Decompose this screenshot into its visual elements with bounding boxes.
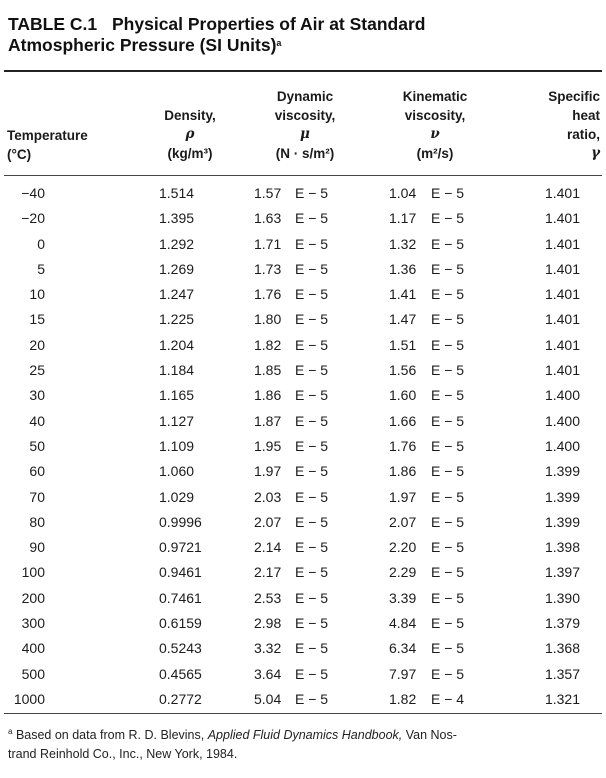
cell-kinematic-mantissa: 3.39 <box>389 589 417 606</box>
cell-specific-heat-ratio: 1.399 <box>544 488 580 505</box>
cell-kinematic-exponent: E − 5 <box>431 615 465 632</box>
cell-temperature: 5 <box>37 260 45 277</box>
cell-density: 1.225 <box>159 311 195 328</box>
table-row <box>0 434 606 459</box>
cell-temperature: 300 <box>21 615 45 632</box>
cell-dynamic-exponent: E − 5 <box>295 463 329 480</box>
cell-kinematic-mantissa: 1.60 <box>389 387 417 404</box>
cell-density: 1.269 <box>159 260 195 277</box>
cell-dynamic-exponent: E − 5 <box>295 513 329 530</box>
cell-dynamic-exponent: E − 5 <box>295 488 329 505</box>
cell-temperature: 500 <box>21 665 45 682</box>
header-dynamic-line-2: viscosity, <box>274 108 336 123</box>
cell-kinematic-mantissa: 1.47 <box>389 311 417 328</box>
cell-specific-heat-ratio: 1.401 <box>544 210 580 227</box>
cell-dynamic-mantissa: 5.04 <box>254 690 282 707</box>
cell-dynamic-mantissa: 2.07 <box>254 513 282 530</box>
cell-temperature: 15 <box>29 311 45 328</box>
cell-density: 1.184 <box>159 362 195 379</box>
cell-dynamic-exponent: E − 5 <box>295 235 329 252</box>
cell-temperature: 50 <box>29 437 45 454</box>
cell-kinematic-mantissa: 2.20 <box>389 539 417 556</box>
header-specific-line-2: heat <box>572 108 600 123</box>
cell-specific-heat-ratio: 1.397 <box>544 564 580 581</box>
cell-specific-heat-ratio: 1.399 <box>544 463 580 480</box>
cell-temperature: 100 <box>21 564 45 581</box>
cell-kinematic-mantissa: 6.34 <box>389 640 417 657</box>
cell-density: 1.029 <box>159 488 195 505</box>
cell-dynamic-exponent: E − 5 <box>295 437 329 454</box>
header-temperature <box>7 126 88 164</box>
cell-dynamic-exponent: E − 5 <box>295 311 329 328</box>
cell-kinematic-mantissa: 2.07 <box>389 513 417 530</box>
header-kinematic-viscosity <box>380 87 490 163</box>
cell-density: 1.204 <box>159 336 195 353</box>
cell-dynamic-mantissa: 1.73 <box>254 260 282 277</box>
cell-kinematic-exponent: E − 5 <box>431 513 465 530</box>
header-kinematic-symbol: ν <box>430 126 440 142</box>
cell-specific-heat-ratio: 1.400 <box>544 387 580 404</box>
cell-kinematic-mantissa: 1.66 <box>389 412 417 429</box>
table-row <box>0 636 606 661</box>
cell-kinematic-exponent: E − 5 <box>431 564 465 581</box>
cell-kinematic-exponent: E − 4 <box>431 690 465 707</box>
table-row <box>0 358 606 383</box>
cell-specific-heat-ratio: 1.379 <box>544 615 580 632</box>
cell-temperature: 400 <box>21 640 45 657</box>
cell-kinematic-exponent: E − 5 <box>431 311 465 328</box>
cell-kinematic-mantissa: 1.41 <box>389 286 417 303</box>
cell-temperature: −20 <box>21 210 45 227</box>
cell-dynamic-exponent: E − 5 <box>295 260 329 277</box>
cell-specific-heat-ratio: 1.368 <box>544 640 580 657</box>
cell-temperature: 80 <box>29 513 45 530</box>
cell-kinematic-exponent: E − 5 <box>431 589 465 606</box>
table-row <box>0 485 606 510</box>
cell-kinematic-mantissa: 1.82 <box>389 690 417 707</box>
cell-dynamic-mantissa: 2.98 <box>254 615 282 632</box>
cell-kinematic-mantissa: 2.29 <box>389 564 417 581</box>
cell-kinematic-mantissa: 1.51 <box>389 336 417 353</box>
cell-dynamic-exponent: E − 5 <box>295 564 329 581</box>
cell-kinematic-exponent: E − 5 <box>431 185 465 201</box>
cell-dynamic-mantissa: 2.03 <box>254 488 282 505</box>
footnote-marker: a <box>8 727 13 736</box>
cell-density: 1.514 <box>159 185 195 201</box>
table-row <box>0 560 606 585</box>
header-specific-line-1: Specific <box>548 89 600 104</box>
cell-kinematic-mantissa: 1.17 <box>389 210 417 227</box>
cell-kinematic-exponent: E − 5 <box>431 387 465 404</box>
cell-specific-heat-ratio: 1.401 <box>544 235 580 252</box>
cell-kinematic-exponent: E − 5 <box>431 260 465 277</box>
cell-density: 0.2772 <box>159 690 202 707</box>
table-row <box>0 611 606 636</box>
cell-kinematic-exponent: E − 5 <box>431 210 465 227</box>
cell-dynamic-exponent: E − 5 <box>295 336 329 353</box>
cell-kinematic-mantissa: 1.56 <box>389 362 417 379</box>
header-kinematic-line-1: Kinematic <box>402 89 468 104</box>
cell-dynamic-mantissa: 3.64 <box>254 665 282 682</box>
cell-dynamic-mantissa: 1.63 <box>254 210 282 227</box>
table-row <box>0 510 606 535</box>
title-text-2: Atmospheric Pressure (SI Units) <box>8 35 277 55</box>
footnote-line-2: trand Reinhold Co., Inc., New York, 1984. <box>8 747 238 762</box>
cell-dynamic-mantissa: 1.76 <box>254 286 282 303</box>
cell-density: 1.060 <box>159 463 195 480</box>
cell-kinematic-exponent: E − 5 <box>431 488 465 505</box>
header-density <box>140 106 240 163</box>
cell-dynamic-exponent: E − 5 <box>295 185 329 201</box>
cell-dynamic-exponent: E − 5 <box>295 690 329 707</box>
cell-temperature: 10 <box>29 286 45 303</box>
table-row <box>0 206 606 231</box>
cell-temperature: 25 <box>29 362 45 379</box>
cell-specific-heat-ratio: 1.357 <box>544 665 580 682</box>
bottom-rule <box>4 713 602 714</box>
cell-kinematic-mantissa: 1.86 <box>389 463 417 480</box>
table-row <box>0 409 606 434</box>
cell-dynamic-exponent: E − 5 <box>295 387 329 404</box>
footnote-book-title: Applied Fluid Dynamics Handbook, <box>207 728 403 743</box>
table-row <box>0 687 606 712</box>
table-label: TABLE C.1 <box>8 14 98 34</box>
title-footnote-marker: a <box>276 38 282 48</box>
cell-dynamic-mantissa: 1.95 <box>254 437 282 454</box>
table-row <box>0 535 606 560</box>
cell-kinematic-mantissa: 1.04 <box>389 185 417 201</box>
footnote-suffix: Van Nos- <box>402 728 457 743</box>
cell-kinematic-exponent: E − 5 <box>431 665 465 682</box>
table-row <box>0 307 606 332</box>
cell-kinematic-mantissa: 1.76 <box>389 437 417 454</box>
cell-specific-heat-ratio: 1.399 <box>544 513 580 530</box>
top-rule <box>4 70 602 72</box>
cell-dynamic-exponent: E − 5 <box>295 539 329 556</box>
header-kinematic-line-2: viscosity, <box>404 108 466 123</box>
cell-kinematic-mantissa: 1.36 <box>389 260 417 277</box>
title-text-1: Physical Properties of Air at Standard <box>112 14 426 34</box>
cell-temperature: 40 <box>29 412 45 429</box>
cell-temperature: 30 <box>29 387 45 404</box>
header-temperature-unit: (°C) <box>7 147 32 162</box>
cell-density: 0.5243 <box>159 640 202 657</box>
cell-density: 0.9461 <box>159 564 202 581</box>
cell-dynamic-mantissa: 1.97 <box>254 463 282 480</box>
cell-temperature: 60 <box>29 463 45 480</box>
cell-kinematic-exponent: E − 5 <box>431 463 465 480</box>
cell-temperature: 20 <box>29 336 45 353</box>
cell-dynamic-mantissa: 2.14 <box>254 539 282 556</box>
cell-dynamic-exponent: E − 5 <box>295 589 329 606</box>
table-body <box>0 181 606 712</box>
cell-specific-heat-ratio: 1.398 <box>544 539 580 556</box>
cell-temperature: 1000 <box>13 690 45 707</box>
cell-temperature: −40 <box>21 185 45 201</box>
table-row <box>0 662 606 687</box>
cell-dynamic-exponent: E − 5 <box>295 615 329 632</box>
table-row <box>0 257 606 282</box>
header-kinematic-unit: (m²/s) <box>416 146 454 161</box>
cell-dynamic-exponent: E − 5 <box>295 640 329 657</box>
cell-kinematic-exponent: E − 5 <box>431 412 465 429</box>
table-row <box>0 282 606 307</box>
header-dynamic-symbol: μ <box>300 126 310 142</box>
header-dynamic-unit: (N · s/m²) <box>275 146 335 161</box>
cell-kinematic-exponent: E − 5 <box>431 539 465 556</box>
cell-kinematic-mantissa: 1.32 <box>389 235 417 252</box>
cell-dynamic-mantissa: 2.17 <box>254 564 282 581</box>
table-row <box>0 181 606 206</box>
header-dynamic-viscosity <box>250 87 360 163</box>
cell-specific-heat-ratio: 1.321 <box>544 690 580 707</box>
cell-density: 1.292 <box>159 235 195 252</box>
cell-density: 1.395 <box>159 210 195 227</box>
table-title <box>8 14 598 56</box>
cell-kinematic-exponent: E − 5 <box>431 640 465 657</box>
cell-kinematic-exponent: E − 5 <box>431 235 465 252</box>
header-specific-heat-ratio <box>505 87 600 163</box>
cell-dynamic-mantissa: 1.87 <box>254 412 282 429</box>
cell-dynamic-mantissa: 1.71 <box>254 235 282 252</box>
cell-dynamic-mantissa: 1.85 <box>254 362 282 379</box>
cell-dynamic-mantissa: 1.57 <box>254 185 282 201</box>
cell-dynamic-mantissa: 2.53 <box>254 589 282 606</box>
cell-temperature: 70 <box>29 488 45 505</box>
cell-dynamic-exponent: E − 5 <box>295 362 329 379</box>
cell-density: 1.165 <box>159 387 195 404</box>
cell-specific-heat-ratio: 1.400 <box>544 412 580 429</box>
header-rule <box>4 175 602 176</box>
cell-dynamic-exponent: E − 5 <box>295 665 329 682</box>
header-temperature-line: Temperature <box>7 128 88 143</box>
title-line-1 <box>8 14 598 35</box>
header-dynamic-line-1: Dynamic <box>276 89 334 104</box>
table-row <box>0 383 606 408</box>
table-row <box>0 232 606 257</box>
cell-specific-heat-ratio: 1.401 <box>544 311 580 328</box>
cell-kinematic-exponent: E − 5 <box>431 336 465 353</box>
cell-specific-heat-ratio: 1.400 <box>544 437 580 454</box>
header-specific-symbol: γ <box>591 145 600 161</box>
cell-density: 0.9721 <box>159 539 202 556</box>
cell-dynamic-mantissa: 3.32 <box>254 640 282 657</box>
cell-specific-heat-ratio: 1.401 <box>544 260 580 277</box>
cell-kinematic-mantissa: 4.84 <box>389 615 417 632</box>
cell-density: 1.109 <box>159 437 195 454</box>
cell-density: 0.9996 <box>159 513 202 530</box>
cell-temperature: 0 <box>37 235 45 252</box>
title-line-2 <box>8 35 598 56</box>
footnote-line-1 <box>8 722 598 745</box>
cell-density: 1.247 <box>159 286 195 303</box>
cell-temperature: 200 <box>21 589 45 606</box>
table-row <box>0 333 606 358</box>
cell-dynamic-mantissa: 1.80 <box>254 311 282 328</box>
cell-kinematic-exponent: E − 5 <box>431 437 465 454</box>
header-specific-line-3: ratio, <box>566 127 600 142</box>
cell-temperature: 90 <box>29 539 45 556</box>
cell-density: 0.7461 <box>159 589 202 606</box>
cell-kinematic-mantissa: 1.97 <box>389 488 417 505</box>
cell-specific-heat-ratio: 1.401 <box>544 286 580 303</box>
cell-specific-heat-ratio: 1.401 <box>544 362 580 379</box>
cell-dynamic-mantissa: 1.82 <box>254 336 282 353</box>
table-row <box>0 459 606 484</box>
cell-density: 0.6159 <box>159 615 202 632</box>
header-density-symbol: ρ <box>185 126 195 142</box>
table-row <box>0 586 606 611</box>
cell-kinematic-mantissa: 7.97 <box>389 665 417 682</box>
header-density-line: Density, <box>164 108 216 123</box>
cell-dynamic-exponent: E − 5 <box>295 286 329 303</box>
header-density-unit: (kg/m³) <box>167 146 213 161</box>
cell-density: 0.4565 <box>159 665 202 682</box>
cell-specific-heat-ratio: 1.401 <box>544 185 580 201</box>
cell-dynamic-exponent: E − 5 <box>295 210 329 227</box>
cell-dynamic-exponent: E − 5 <box>295 412 329 429</box>
cell-kinematic-exponent: E − 5 <box>431 286 465 303</box>
footnote-prefix: Based on data from R. D. Blevins, <box>15 728 208 743</box>
cell-kinematic-exponent: E − 5 <box>431 362 465 379</box>
cell-specific-heat-ratio: 1.401 <box>544 336 580 353</box>
footnote <box>8 722 598 764</box>
cell-dynamic-mantissa: 1.86 <box>254 387 282 404</box>
cell-specific-heat-ratio: 1.390 <box>544 589 580 606</box>
cell-density: 1.127 <box>159 412 195 429</box>
